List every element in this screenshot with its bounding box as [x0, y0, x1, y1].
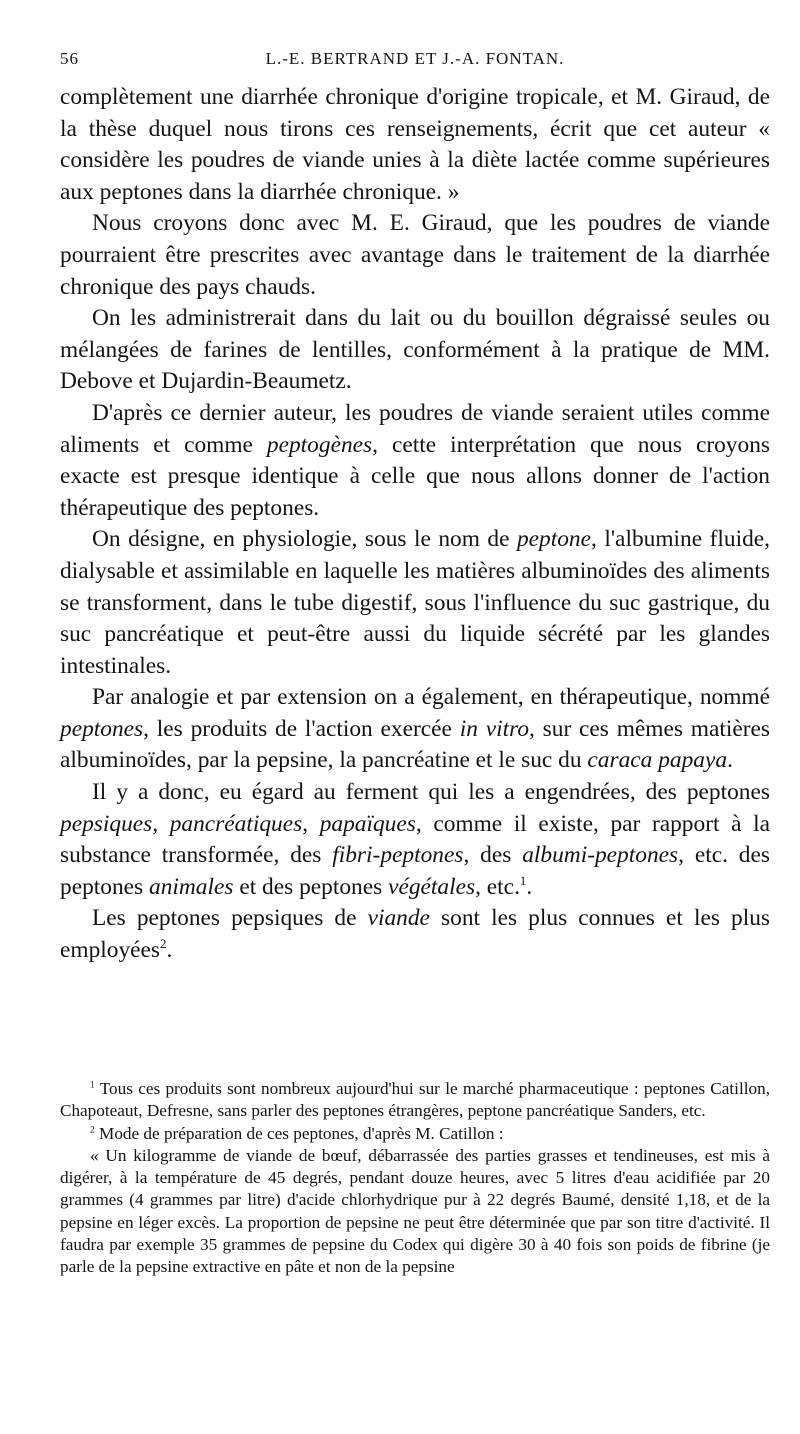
footnote-continuation: « Un kilogramme de viande de bœuf, débarrassée des parties grasses et tendineuses, est mis à digérer, à la température de 45 degrés, pendant douze heures, avec 5 litres d'eau acidifiée par 20 grammes (4 grammes par litre) d'acide chlorhydrique pur à 22 degrés Baumé, densité 1,18, et de la pepsine en léger excès. La proportion de pepsine ne peut être déterminée que par son titre d'activité. Il faudra par exemple 35 grammes de pepsine du Codex qui digère 30 à 40 fois son poids de fibrine (je parle de la pepsine extractive en pâte et non de la pepsine [60, 1145, 770, 1277]
paragraph: Par analogie et par extension on a également, en thérapeutique, nommé peptones, les produits de l'action exercée in vitro, sur ces mêmes matières albuminoïdes, par la pepsine, la pancréatine et le suc du caraca papaya. [60, 684, 770, 774]
page-number: 56 [60, 49, 79, 68]
footnote-mark: 1 [90, 1080, 95, 1091]
italic-term: peptogènes [266, 431, 373, 458]
italic-term: végétales [388, 873, 476, 900]
paragraph: Les peptones pepsiques de viande sont les plus connues et les plus employées$^2$. [60, 905, 771, 964]
italic-term: peptone [516, 526, 592, 553]
italic-term: caraca papaya [587, 747, 728, 774]
footnote-ref[interactable]: 2 [160, 937, 167, 952]
italic-term: animales [149, 873, 234, 900]
main-text [60, 82, 770, 967]
footnote-ref[interactable]: 1 [519, 874, 527, 889]
paragraph: On désigne, en physiologie, sous le nom de peptone, l'albumine fluide, dialysable et assimilable en laquelle les matières albuminoïdes des aliments se transforment, dans le tube digestif, sous l'influence du suc gastrique, du suc pancréatique et peut-être aussi du liquide sécrété par les glandes intestinales. [60, 526, 770, 679]
page-header [60, 49, 770, 75]
footnote: $^2$ Mode de préparation de ces peptones, d'après M. Catillon : [90, 1123, 504, 1143]
paragraph: On les administrerait dans du lait ou du bouillon dégraissé seules ou mélangées de farines de lentilles, conformément à la pratique de MM. Debove et Dujardin-Beaumetz. [60, 305, 770, 395]
footnote-mark: 2 [90, 1124, 95, 1135]
paragraph: Il y a donc, eu égard au ferment qui les a engendrées, des peptones pepsiques, pancréatiques, papaïques, comme il existe, par rapport à la substance transformée, des fibri-peptones, des albumi-peptones, etc. des peptones animales et des peptones végétales, etc.$^1$. [60, 779, 770, 900]
italic-term: albumi-peptones [522, 842, 679, 869]
paragraph: D'après ce dernier auteur, les poudres de viande seraient utiles comme aliments et comme peptogènes, cette interprétation que nous croyons exacte est presque identique à celle que nous allons donner de l'action thérapeutique des peptones. [60, 399, 770, 521]
italic-term: fibri-peptones [332, 842, 464, 869]
running-title: L.-E. BERTRAND ET J.-A. FONTAN. [265, 49, 565, 68]
italic-term: pepsiques, pancréatiques, papaïques [60, 810, 416, 837]
italic-term: peptones [60, 715, 144, 742]
paragraph: complètement une diarrhée chronique d'origine tropicale, et M. Giraud, de la thèse duquel nous tirons ces renseignements, écrit que cet auteur « considère les poudres de viande unies à la diète lactée comme supérieures aux peptones dans la diarrhée chronique. » [60, 84, 770, 205]
paragraph: Nous croyons donc avec M. E. Giraud, que les poudres de viande pourraient être prescrites avec avantage dans le traitement de la diarrhée chronique des pays chauds. [60, 210, 770, 300]
footnote: $^1$ Tous ces produits sont nombreux aujourd'hui sur le marché pharmaceutique : peptones Catillon, Chapoteaut, Defresne, sans parler des peptones étrangères, peptone pancréatique Sanders, etc. [60, 1079, 770, 1121]
italic-term: in vitro [459, 715, 530, 742]
italic-term: viande [367, 905, 430, 932]
footnotes [60, 1078, 770, 1279]
